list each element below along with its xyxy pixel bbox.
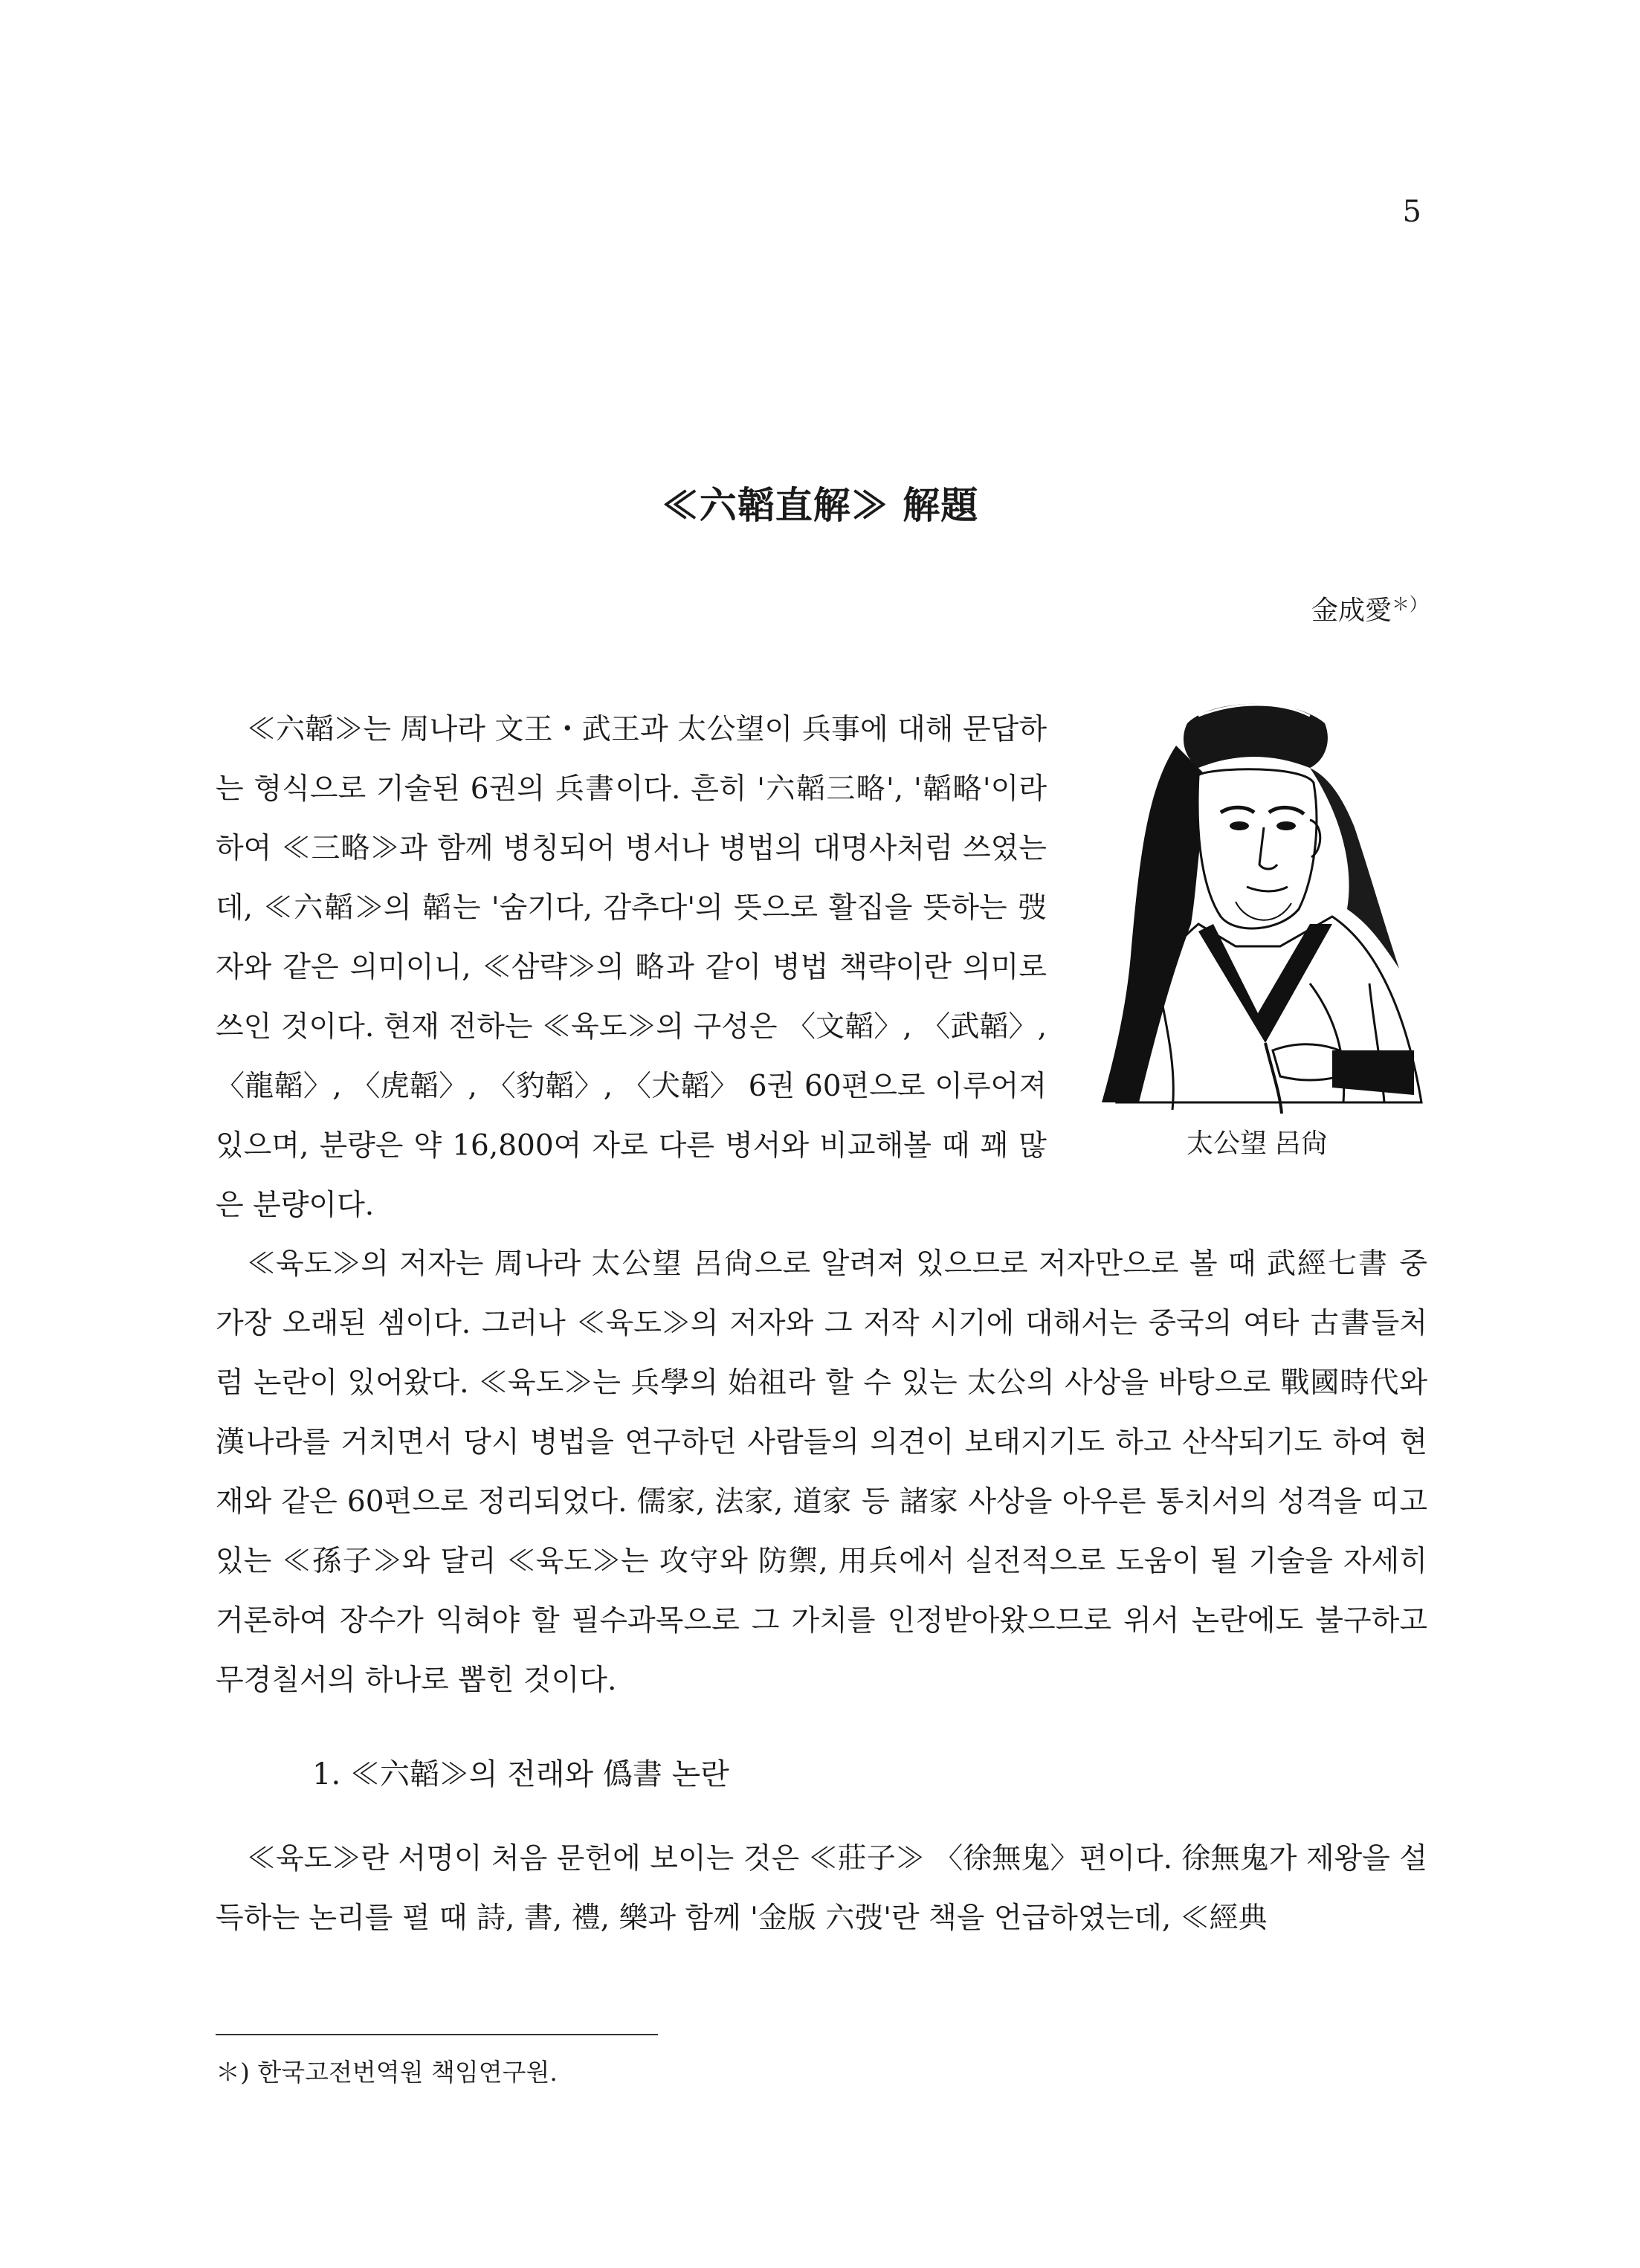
- author-name: 金成愛: [1311, 595, 1392, 626]
- footnote: ＊) 한국고전번역원 책임연구원.: [216, 2058, 558, 2087]
- author-line: [1286, 589, 1427, 627]
- body-paragraph-2: ≪육도≫의 저자는 周나라 太公望 呂尙으로 알려져 있으므로 저자만으로 볼 때 武經七書 중 가장 오래된 셈이다. 그러나 ≪육도≫의 저자와 그 저작 시기에 대해서는 중국의 여타 古書들처럼 논란이 있어왔다. ≪육도≫는 兵學의 始祖라 할 수 있는 太公의 사상을 바탕으로 戰國時代와 漢나라를 거치면서 당시 병법을 연구하던 사람들의 의견이 보태지기도 하고 산삭되기도 하여 현재와 같은 60편으로 정리되었다. 儒家, 法家, 道家 등 諸家 사상을 아우른 통치서의 성격을 띠고 있는 ≪孫子≫와 달리 ≪육도≫는 攻守와 防禦, 用兵에서 실전적으로 도움이 될 기술을 자세히 거론하여 장수가 익혀야 할 필수과목으로 그 가치를 인정받아왔으므로 위서 논란에도 불구하고 무경칠서의 하나로 뽑힌 것이다.: [216, 1247, 1427, 1697]
- figure-caption: 太公望 呂尙: [1186, 1128, 1328, 1158]
- footnote-divider: [216, 2034, 658, 2035]
- section-heading: 1. ≪六韜≫의 전래와 僞書 논란: [312, 1757, 729, 1792]
- document-title: ≪六韜直解≫ 解題: [661, 483, 979, 527]
- portrait-figure: [1087, 701, 1427, 1160]
- author-footnote-marker: ＊）: [1392, 594, 1427, 615]
- body-paragraph-1: ≪六韜≫는 周나라 文王・武王과 太公望이 兵事에 대해 문답하는 형식으로 기술된 6권의 兵書이다. 흔히 '六韜三略', '韜略'이라 하여 ≪三略≫과 함께 병칭되어 병서나 병법의 대명사처럼 쓰였는데, ≪六韜≫의 韜는 '숨기다, 감추다'의 뜻으로 활집을 뜻하는 弢자와 같은 의미이니, ≪삼략≫의 略과 같이 병법 책략이란 의미로 쓰인 것이다. 현재 전하는 ≪육도≫의 구성은 〈文韜〉, 〈武韜〉, 〈龍韜〉, 〈虎韜〉, 〈豹韜〉, 〈犬韜〉 6권 60편으로 이루어져 있으며, 분량은 약 16,800여 자로 다른 병서와 비교해볼 때 꽤 많은 분량이다.: [216, 713, 1047, 1222]
- portrait-illustration-icon: [1087, 701, 1427, 1117]
- body-paragraph-3: ≪육도≫란 서명이 처음 문헌에 보이는 것은 ≪莊子≫ 〈徐無鬼〉편이다. 徐無鬼가 제왕을 설득하는 논리를 펼 때 詩, 書, 禮, 樂과 함께 '金版 六弢'란 책을 언급하였는데, ≪經典: [216, 1842, 1427, 1935]
- page-number: 5: [1402, 195, 1421, 229]
